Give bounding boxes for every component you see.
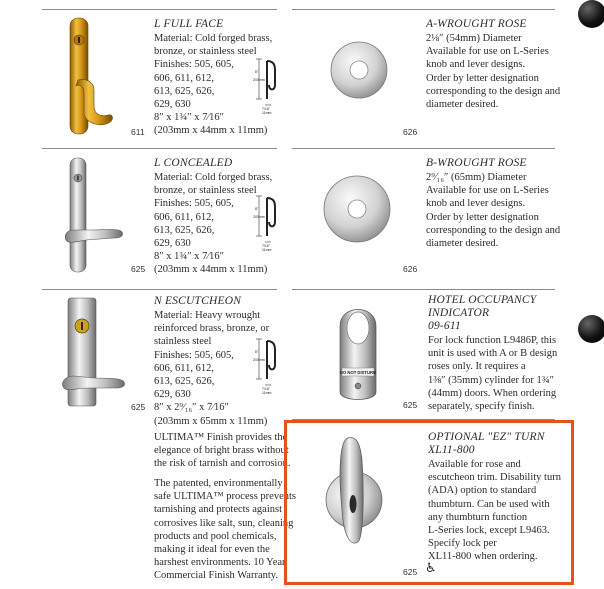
dim-height-mm: 203mm: [253, 358, 265, 362]
divider: [42, 148, 277, 149]
finish-number: 625: [131, 264, 146, 274]
item-title: L CONCEALED: [154, 157, 233, 169]
ultima-intro: ULTIMA™ Finish provides the elegance of bright brass without the risk of tarnish and corrosion.: [154, 432, 291, 470]
item-description: Material: Cold forged brass, bronze, or stainless steel Finishes: 505, 605, 606, 611, 612, 613, 625, 626, 629, 630 8″ x 1¾″ x 7⁄16″ (203mm x 44mm x 11mm): [154, 33, 273, 137]
item-title: L FULL FACE: [154, 18, 224, 30]
item-title: OPTIONAL "EZ" TURN XL11-800: [428, 431, 545, 456]
wheelchair-icon: ♿: [425, 561, 437, 576]
divider: [42, 289, 277, 290]
item-description: Material: Cold forged brass, bronze, or stainless steel Finishes: 505, 605, 606, 611, 612, 613, 625, 626, 629, 630 8″ x 1¾″ x 7⁄16″ (203mm x 44mm x 11mm): [154, 172, 273, 276]
finish-number: 611: [131, 127, 145, 137]
dim-height: 8": [255, 350, 259, 354]
concealed-lever-image: [62, 156, 132, 274]
item-title: N ESCUTCHEON: [154, 295, 242, 307]
dim-depth: 7/16": [262, 107, 271, 111]
divider: [292, 9, 555, 10]
binder-hole: [578, 315, 604, 343]
dim-depth-mm: 11mm: [262, 111, 272, 115]
item-description: For lock function L9486P, this unit is used with A or B design roses only. It requires a 1⅜″ (35mm) cylinder for 1¾″ (44mm) doors. When ordering separately, specify finish.: [428, 335, 558, 413]
divider: [42, 9, 277, 10]
escutcheon-lever-image: [54, 296, 134, 410]
ultima-description: The patented, environmentally safe ULTIMA™ process prevents tarnishing and protects against corrosives like salt, sun, cleaning products and pool chemicals, making it ideal for even the harshest environments. 10 Year Commercial Finish Warranty.: [154, 478, 296, 582]
occupancy-indicator-image: [330, 298, 386, 408]
finish-number: 625: [403, 567, 418, 577]
dim-depth: 7/16": [262, 244, 271, 248]
divider: [292, 148, 555, 149]
item-description: Available for rose and escutcheon trim. Disability turn (ADA) option to standard thumbturn. Can be used with any thumbturn function L-Series lock, except L9463. Specify lock per XL11-800 when ordering.: [428, 459, 561, 563]
dim-height-mm: 203mm: [253, 78, 265, 82]
dim-depth: 7/16": [262, 387, 271, 391]
finish-number: 626: [403, 127, 418, 137]
dim-depth-mm: 11mm: [262, 248, 272, 252]
binder-hole: [578, 0, 604, 28]
do-not-disturb-label: DO NOT DISTURB: [339, 370, 377, 375]
ez-turn-image: [318, 430, 390, 550]
item-description: Material: Heavy wrought reinforced brass, bronze, or stainless steel Finishes: 505, 605, 606, 611, 612, 613, 625, 626, 629, 630 8″ x 2⁹⁄₁₆″ x 7⁄16″ (203mm x 65mm x 11mm): [154, 310, 270, 427]
finish-number: 625: [131, 402, 146, 412]
b-wrought-rose-image: [322, 174, 392, 244]
finish-number: 626: [403, 264, 418, 274]
full-face-lever-image: [50, 16, 130, 138]
item-description: 2⁹⁄₁₆″ (65mm) Diameter Available for use on L-Series knob and lever designs. Order by letter designation corresponding to the design and diameter desired.: [426, 172, 561, 250]
item-title: HOTEL OCCUPANCY INDICATOR 09-611: [428, 294, 537, 332]
item-title: B-WROUGHT ROSE: [426, 157, 527, 169]
dim-height: 8": [255, 70, 259, 74]
dim-height-mm: 203mm: [253, 215, 265, 219]
finish-number: 625: [403, 400, 418, 410]
dim-height: 8": [255, 207, 259, 211]
item-description: 2⅛″ (54mm) Diameter Available for use on L-Series knob and lever designs. Order by letter designation corresponding to the design and diameter desired.: [426, 33, 561, 111]
divider: [292, 289, 555, 290]
a-wrought-rose-image: [329, 40, 389, 100]
item-title: A-WROUGHT ROSE: [426, 18, 527, 30]
dim-depth-mm: 11mm: [262, 391, 272, 395]
